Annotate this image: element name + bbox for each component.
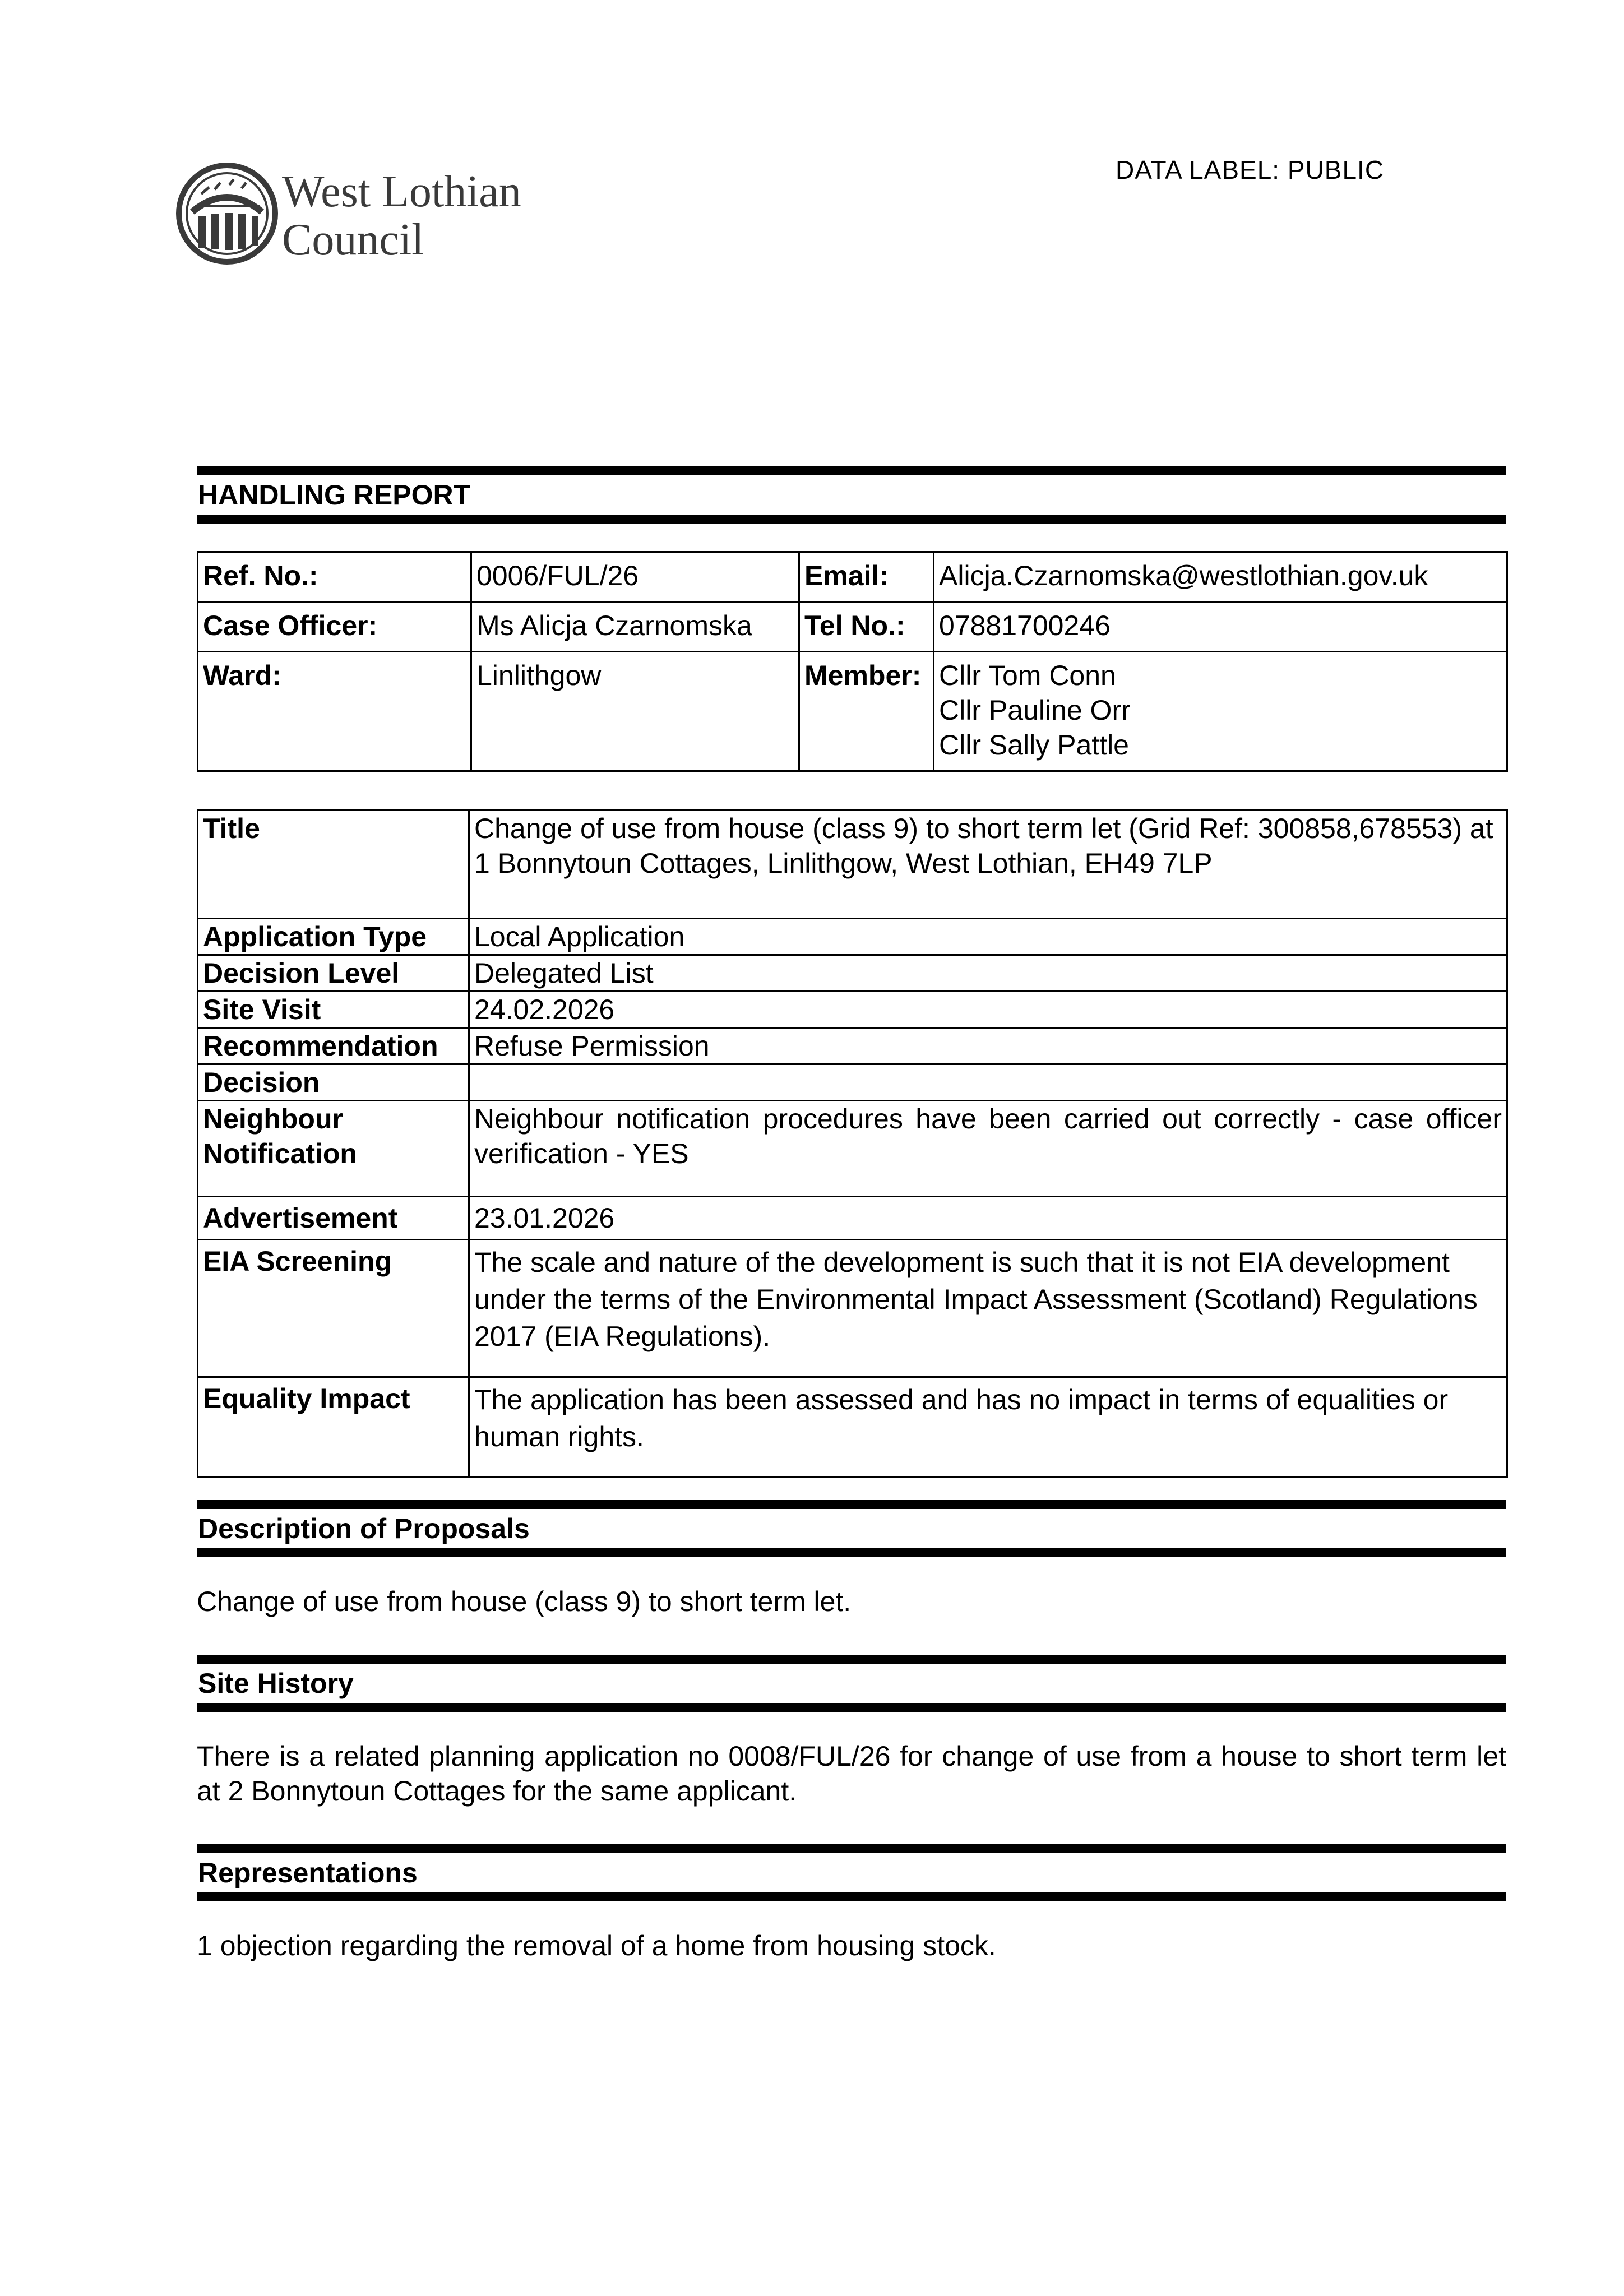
neighbour-label-line2: Notification [203,1138,357,1169]
site-history-text: There is a related planning application no 0008/FUL/26 for change of use from a house to short term let at 2 Bonnytoun Cottages for the same applicant. [197,1740,1506,1807]
advertisement-value: 23.01.2026 [469,1197,1507,1240]
table-row [198,1197,1507,1240]
neighbour-label-line1: Neighbour [203,1103,343,1135]
member-name: Cllr Pauline Orr [939,695,1131,726]
title-label: Title [198,811,469,919]
eia-screening-label: EIA Screening [198,1240,469,1377]
decision-level-value: Delegated List [469,955,1507,992]
table-row [198,1240,1507,1377]
representations-heading: Representations [198,1857,418,1888]
council-logo [175,160,557,272]
advertisement-label: Advertisement [198,1197,469,1240]
proposals-heading: Description of Proposals [198,1513,530,1544]
ref-label: Ref. No.: [198,552,471,602]
member-label: Member: [799,652,934,771]
logo-text-line1: West Lothian [282,167,521,216]
viaduct-emblem-icon [179,165,275,262]
ref-value: 0006/FUL/26 [471,552,799,602]
history-heading: Site History [198,1668,354,1699]
data-label: DATA LABEL: PUBLIC [1116,155,1385,184]
application-type-value: Local Application [469,919,1507,955]
report-title: HANDLING REPORT [198,479,471,511]
section-header-proposals [197,1500,1506,1557]
officer-label: Case Officer: [198,602,471,652]
section-header-site-history [197,1655,1506,1712]
equality-impact-value: The application has been assessed and has no impact in terms of equalities or human rights. [469,1377,1507,1478]
application-type-label: Application Type [198,919,469,955]
representations-text: 1 objection regarding the removal of a home from housing stock. [197,1930,996,1961]
title-value: Change of use from house (class 9) to short term let (Grid Ref: 300858,678553) at 1 Bonnytoun Cottages, Linlithgow, West Lothian, EH49 7LP [469,811,1507,919]
decision-label: Decision [198,1064,469,1101]
case-info-table [197,551,1508,772]
table-row [198,552,1507,602]
eia-screening-value: The scale and nature of the development is such that it is not EIA development under the terms of the Environmental Impact Assessment (Scotland) Regulations 2017 (EIA Regulations). [469,1240,1507,1377]
site-visit-value: 24.02.2026 [469,992,1507,1028]
member-name: Cllr Tom Conn [939,660,1116,691]
neighbour-notification-label [198,1101,469,1197]
recommendation-label: Recommendation [198,1028,469,1064]
email-value: Alicja.Czarnomska@westlothian.gov.uk [934,552,1507,602]
table-row [198,919,1507,955]
tel-label: Tel No.: [799,602,934,652]
table-row [198,1377,1507,1478]
table-row [198,955,1507,992]
site-visit-label: Site Visit [198,992,469,1028]
table-row [198,1101,1507,1197]
ward-value: Linlithgow [471,652,799,771]
email-label: Email: [799,552,934,602]
table-row [198,1064,1507,1101]
table-row [198,811,1507,919]
proposals-text: Change of use from house (class 9) to short term let. [197,1586,852,1617]
logo-text-line2: Council [282,215,424,265]
decision-level-label: Decision Level [198,955,469,992]
application-details-table [197,809,1508,1478]
section-header-representations [197,1844,1506,1901]
member-name: Cllr Sally Pattle [939,729,1129,761]
ward-label: Ward: [198,652,471,771]
table-row [198,652,1507,771]
neighbour-notification-value: Neighbour notification procedures have been carried out correctly - case officer verification - YES [469,1101,1507,1197]
officer-value: Ms Alicja Czarnomska [471,602,799,652]
report-title-bar [197,466,1506,524]
table-row [198,992,1507,1028]
equality-impact-label: Equality Impact [198,1377,469,1478]
members-cell [934,652,1507,771]
table-row [198,1028,1507,1064]
recommendation-value: Refuse Permission [469,1028,1507,1064]
table-row [198,602,1507,652]
tel-value: 07881700246 [934,602,1507,652]
decision-value [469,1064,1507,1101]
